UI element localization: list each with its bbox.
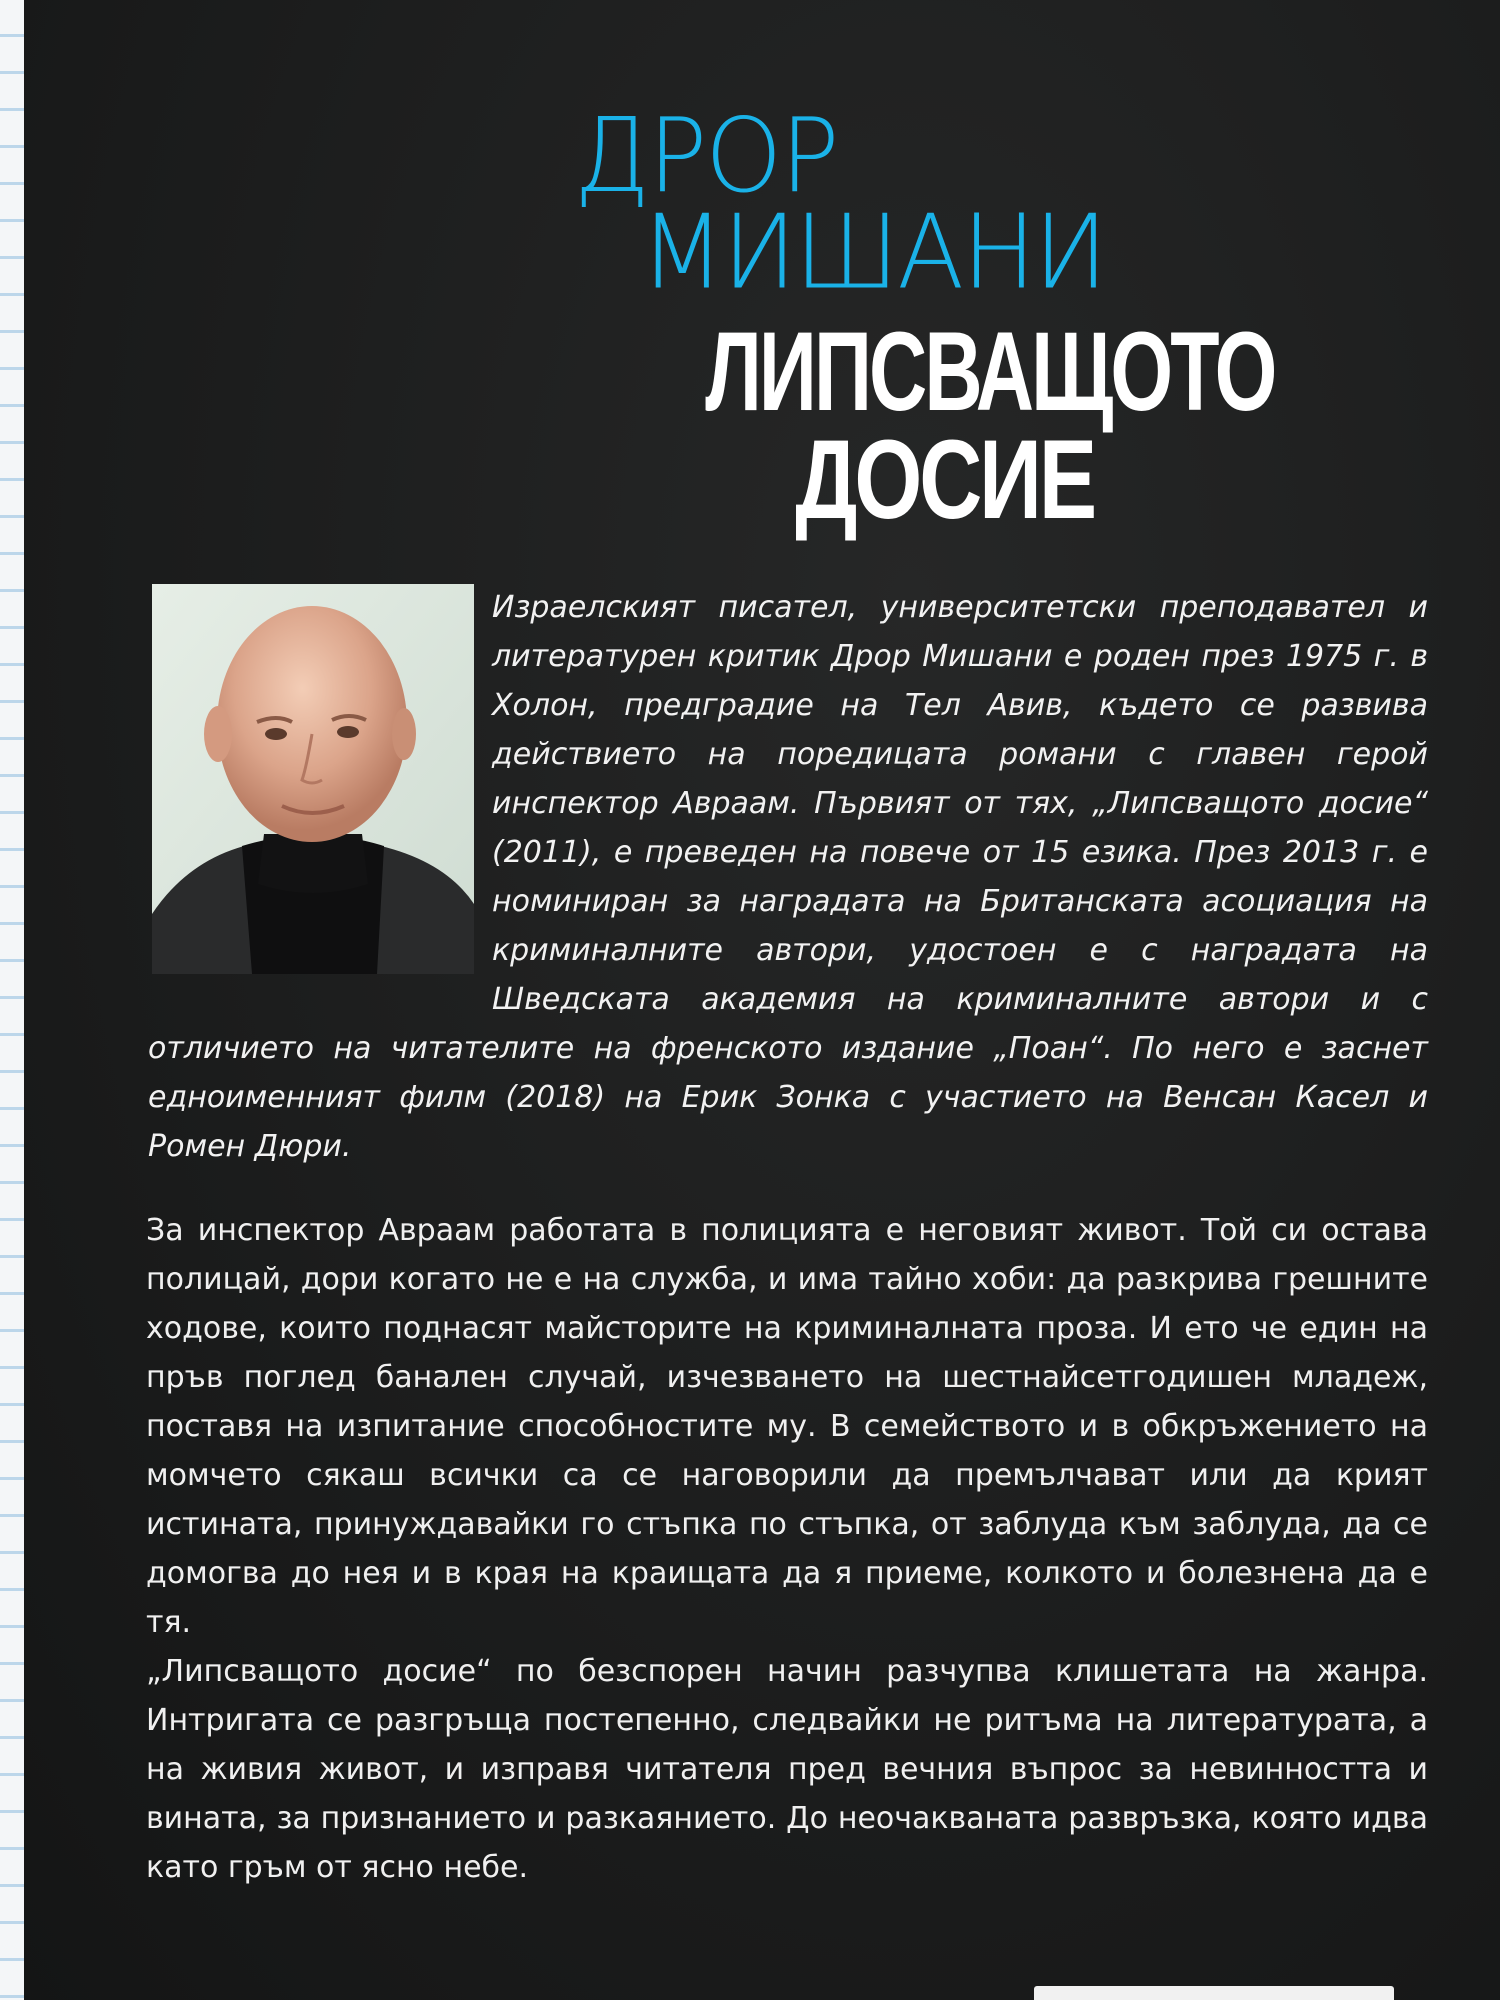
blurb-paragraph-2: „Липсващото досие“ по безспорен начин разчупва клишетата на жанра. Интригата се разгръща постепенно, следвайки не ритъма на литературата, а на живия живот, и изправя читателя пред вечния въпрос за невинността и вината, за признанието и разкаянието. До неочакваната развръзка, която идва като гръм от ясно небе.	[146, 1654, 1428, 1885]
book-title-line1: ЛИПСВАЩОТО	[705, 309, 1275, 434]
blurb-paragraph-1: За инспектор Авраам работата в полицията е неговият живот. Той си остава полицай, дори когато не е на служба, и има тайно хоби: да разкрива грешните ходове, които поднасят майсторите на криминалната проза. И ето че един на пръв поглед банален случай, изчезването на шестнайсетгодишен младеж, поставя на изпитание способностите му. В семейството и в обкръжението на момчето сякаш всички са се наговорили да премълчават или да крият истината, принуждавайки го стъпка по стъпка, от заблуда към заблуда, да се домогва до нея и в края на краищата да я приеме, колкото и болезнена да е тя.	[146, 1213, 1428, 1640]
book-back-cover	[24, 0, 1500, 2000]
author-bio	[148, 583, 1428, 1171]
author-name	[564, 96, 1124, 313]
author-last-name: МИШАНИ	[640, 193, 1106, 313]
book-title	[554, 309, 1275, 542]
author-bio-text: Израелският писател, университетски преподавател и литературен критик Дрор Мишани е роден през 1975 г. в Холон, предградие на Тел Авив, където се развива действието на поредицата романи с главен герой инспектор Авраам. Първият от тях, „Липсващото досие“ (2011), е преведен на повече от 15 езика. През 2013 г. е номиниран за наградата на Британската асоциация на криминалните автори, удостоен е с наградата на Шведската академия на криминалните автори и с отличието на читателите на френското издание „Поан“. По него е заснет едноименният филм (2018) на Ерик Зонка с участието на Венсан Касел и Ромен Дюри.	[148, 590, 1428, 1164]
book-blurb	[146, 1206, 1428, 1892]
price-sticker	[1034, 1986, 1394, 2000]
photo-spacer	[148, 583, 492, 977]
book-title-line2: ДОСИЕ	[795, 417, 1094, 542]
author-first-name: ДРОР	[574, 96, 838, 217]
